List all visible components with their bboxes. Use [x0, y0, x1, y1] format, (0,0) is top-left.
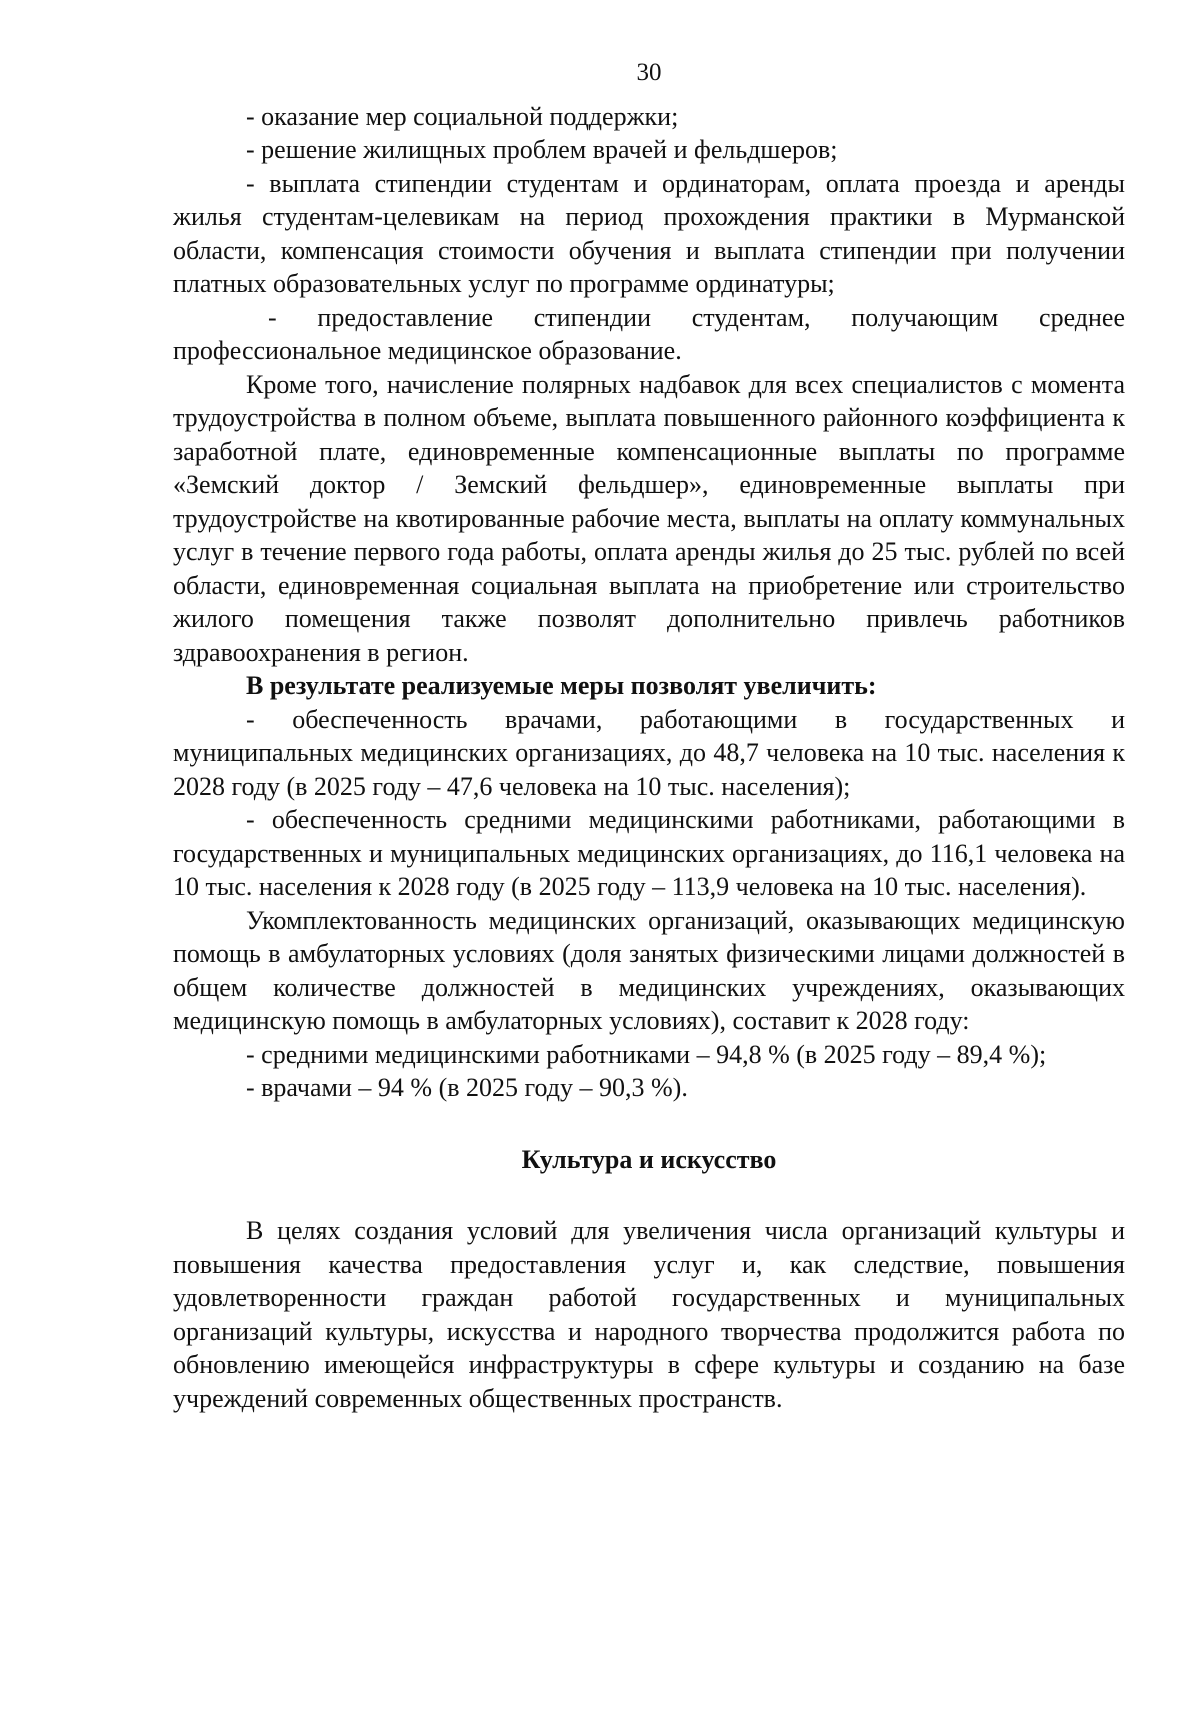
page-number: 30: [636, 59, 662, 86]
paragraph-results-heading: В результате реализуемые меры позволят увеличить:: [246, 671, 877, 700]
bullet-nurses-provision: - обеспеченность средними медицинскими работниками, работающими в государственных и муниципальных медицинских организациях, до 116,1 человека на 10 тыс. населения к 2028 году (в 2025 году – 113,9 человека на 10 тыс. населения).: [173, 805, 1125, 901]
bullet-housing: - решение жилищных проблем врачей и фельдшеров;: [246, 135, 838, 164]
bullet-doctors-provision: - обеспеченность врачами, работающими в государственных и муниципальных медицинских организациях, до 48,7 человека на 10 тыс. населения к 2028 году (в 2025 году – 47,6 человека на 10 тыс. населения);: [173, 704, 1125, 801]
paragraph-staffing: Укомплектованность медицинских организаций, оказывающих медицинскую помощь в амбулаторных условиях (доля занятых физическими лицами должностей в общем количестве должностей в медицинских учреждениях, оказывающих медицинскую помощь в амбулаторных условиях), составит к 2028 году:: [173, 905, 1125, 1035]
bullet-staffing-nurses: - средними медицинскими работниками – 94,8 % (в 2025 году – 89,4 %);: [246, 1039, 1047, 1069]
paragraph-culture: В целях создания условий для увеличения числа организаций культуры и повышения качества предоставления услуг и, как следствие, повышения удовлетворенности граждан работой государственных и муниципальных организаций культуры, искусства и народного творчества продолжится работа по обновлению имеющейся инфраструктуры в сфере культуры и созданию на базе учреждений современных общественных пространств.: [173, 1216, 1125, 1413]
bullet-scholarship-students: - предоставление стипендии студентам, получающим среднее профессиональное медицинское образование.: [173, 302, 1125, 365]
paragraph-additional-measures: Кроме того, начисление полярных надбавок для всех специалистов с момента трудоустройства в полном объеме, выплата повышенного районного коэффициента к заработной плате, единовременные компенсационные выплаты по программе «Земский доктор / Земский фельдшер», единовременные выплаты при трудоустройстве на квотированные рабочие места, выплаты на оплату коммунальных услуг в течение первого года работы, оплата аренды жилья до 25 тыс. рублей по всей области, единовременная социальная выплата на приобретение или строительство жилого помещения также позволят дополнительно привлечь работников здравоохранения в регион.: [173, 369, 1125, 667]
bullet-scholarship-residents: - выплата стипендии студентам и ординаторам, оплата проезда и аренды жилья студентам-целевикам на период прохождения практики в Мурманской области, компенсация стоимости обучения и выплата стипендии при получении платных образовательных услуг по программе ординатуры;: [173, 168, 1125, 298]
bullet-staffing-doctors: - врачами – 94 % (в 2025 году – 90,3 %).: [246, 1073, 688, 1102]
document-page: [173, 56, 1125, 1415]
section-title: Культура и искусство: [521, 1144, 777, 1174]
bullet-social-support: - оказание мер социальной поддержки;: [246, 101, 679, 131]
